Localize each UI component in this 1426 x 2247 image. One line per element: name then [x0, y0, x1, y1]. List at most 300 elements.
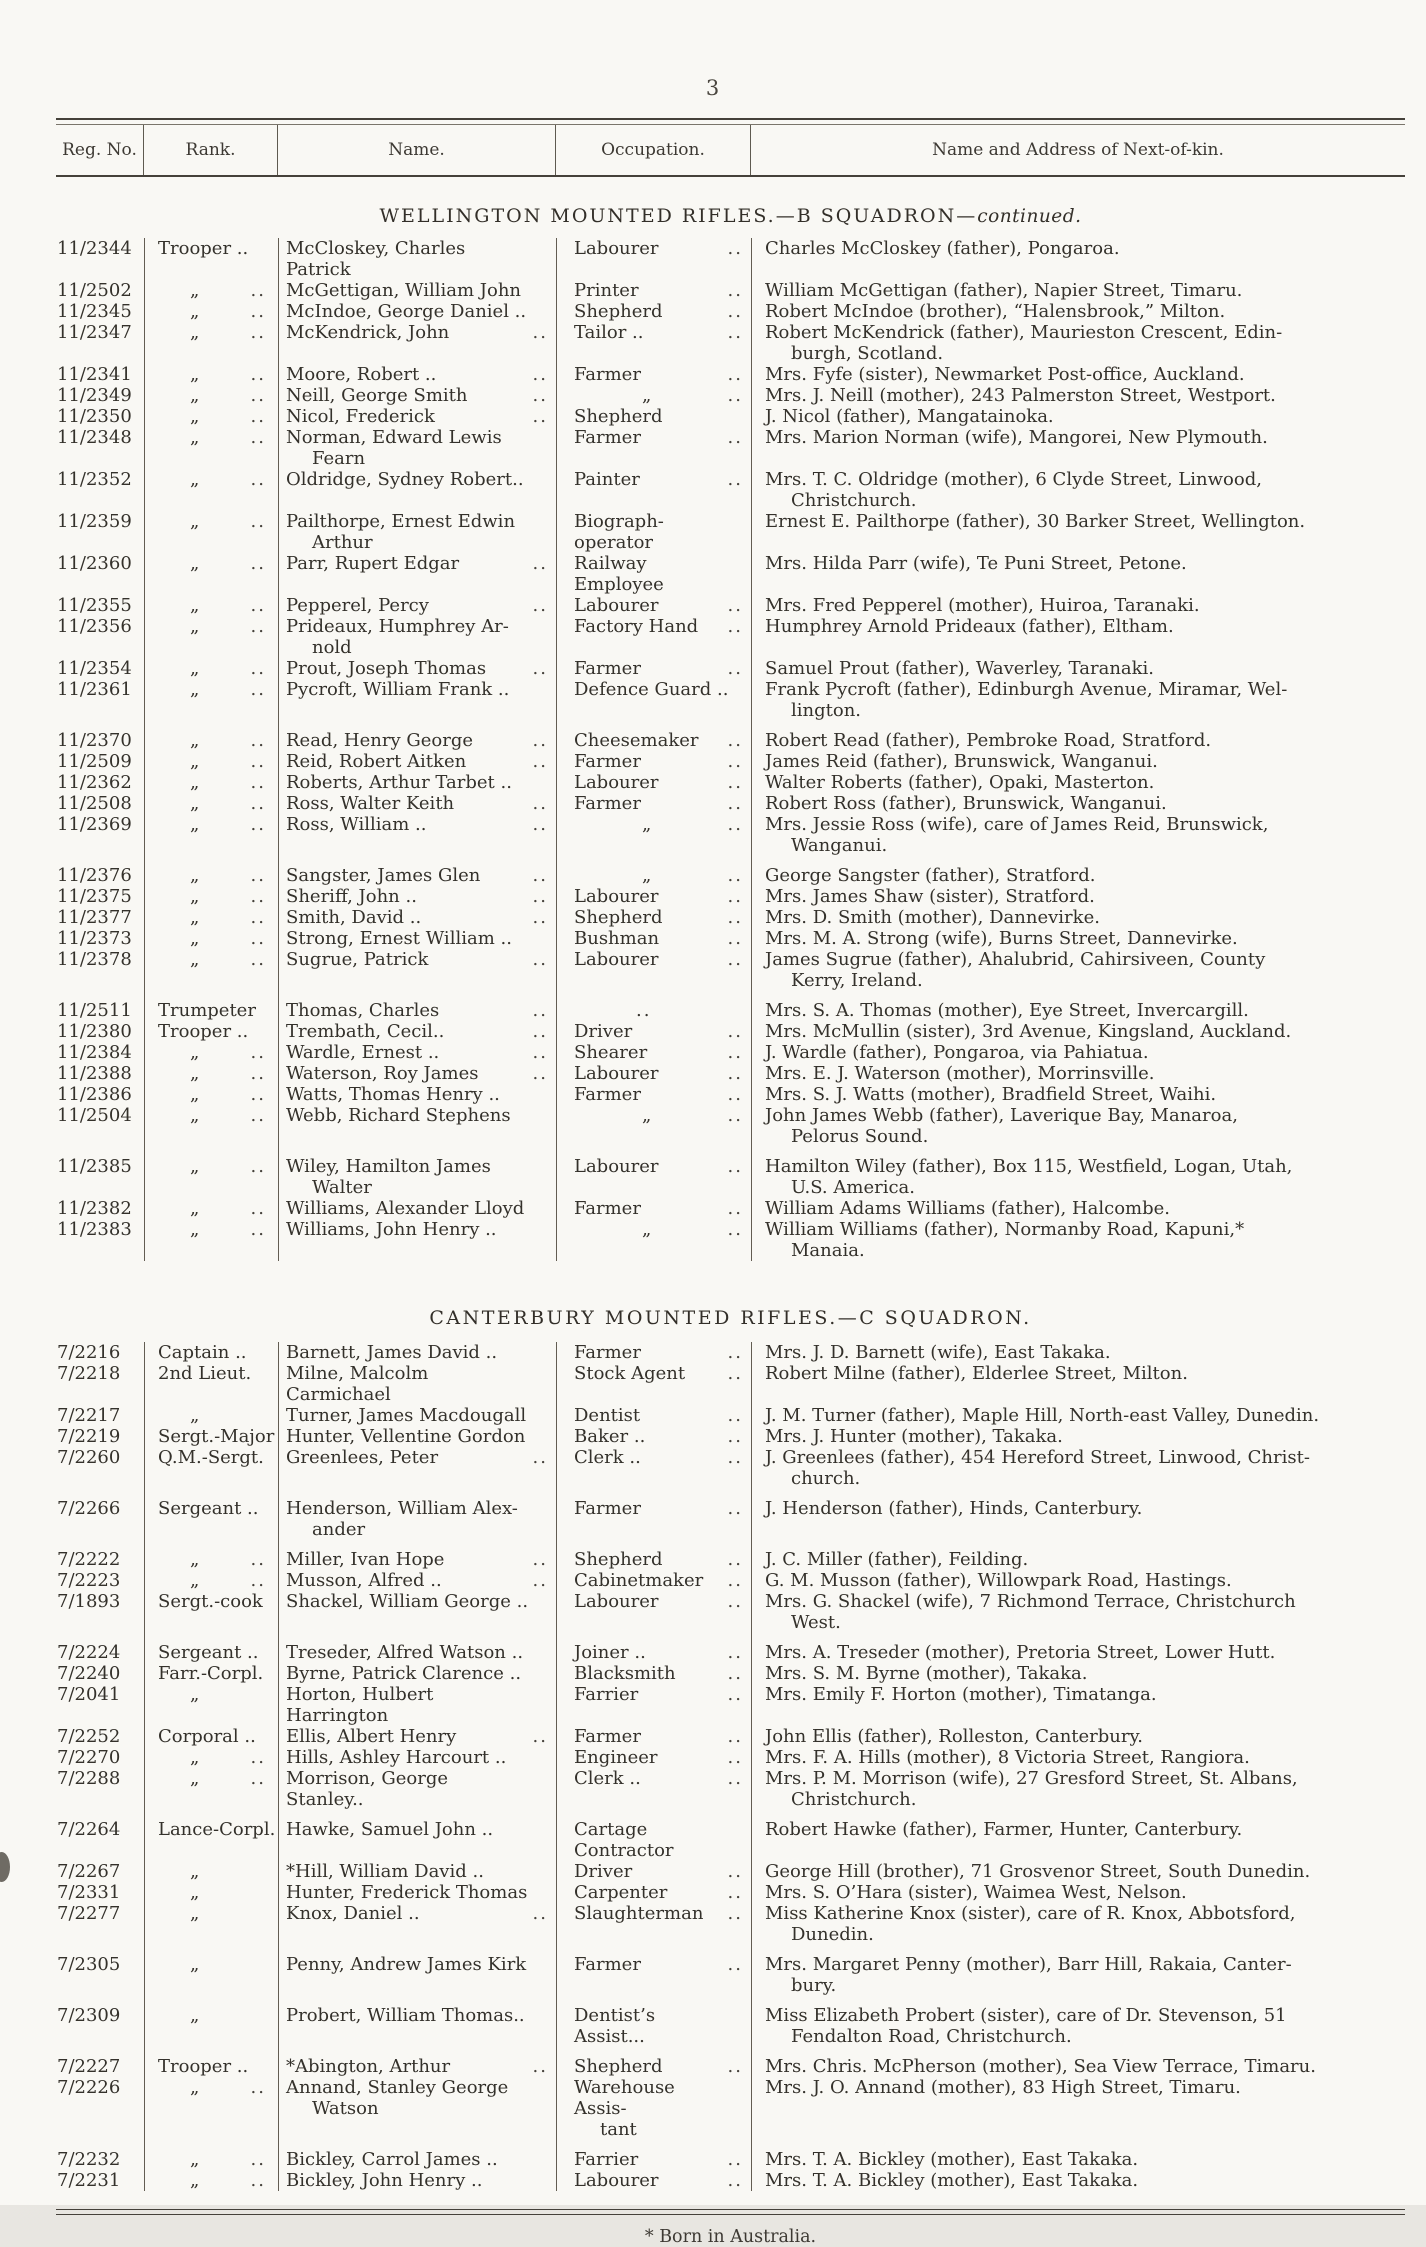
occupation-cell [556, 1063, 751, 1084]
rank-text: „ [190, 2005, 200, 2026]
rank-text: „ [190, 1768, 200, 1789]
name-cell-line: Barnett, James David .. [286, 1342, 498, 1363]
table-row [56, 679, 1405, 721]
rank-text: „ [190, 1042, 200, 1063]
table-row [56, 469, 1405, 511]
roll-table [56, 118, 1405, 2247]
reg-no-cell: 7/1893 [57, 1591, 121, 1612]
name-cell [278, 364, 556, 385]
occupation-cell [556, 907, 751, 928]
occupation-cell-line: Railway Employee [574, 553, 664, 595]
table-row [56, 1219, 1405, 1261]
name-cell-line: Sangster, James Glen [286, 865, 481, 886]
leader-dots: .. [532, 406, 548, 427]
leader-dots: .. [250, 1105, 266, 1126]
rank-text: „ [190, 1219, 200, 1240]
occupation-cell [556, 949, 751, 991]
next-of-kin-cell [751, 751, 1405, 772]
occupation-cell-line: Labourer [574, 949, 659, 970]
next-of-kin-cell-line: Kerry, Ireland. [791, 970, 923, 991]
name-cell [278, 2005, 556, 2047]
table-row [56, 949, 1405, 991]
name-cell [278, 1726, 556, 1747]
leader-dots: .. [532, 1021, 548, 1042]
name-cell-line: Oldridge, Sydney Robert.. [286, 469, 524, 490]
leader-dots: .. [727, 427, 743, 448]
rank-text: „ [190, 814, 200, 835]
leader-dots: .. [250, 2170, 266, 2191]
reg-no-cell: 7/2224 [57, 1642, 121, 1663]
name-cell [278, 1591, 556, 1633]
name-cell [278, 1042, 556, 1063]
table-row [56, 1747, 1405, 1768]
name-cell-line: Watts, Thomas Henry .. [286, 1084, 500, 1105]
rank-text: Captain .. [158, 1342, 247, 1363]
rank-text: Lance-Corpl. [158, 1819, 276, 1840]
name-cell-line: Trembath, Cecil.. [286, 1021, 445, 1042]
section-title [56, 1307, 1405, 1329]
next-of-kin-cell [751, 469, 1405, 511]
name-cell [278, 1903, 556, 1945]
name-cell-line: Pycroft, William Frank .. [286, 679, 510, 700]
section-title-text: WELLINGTON MOUNTED RIFLES.—B SQUADRON— [379, 205, 978, 227]
rank-text: „ [190, 1570, 200, 1591]
rank-cell [144, 1405, 278, 1426]
occupation-cell [556, 322, 751, 364]
next-of-kin-cell-line: Mrs. S. J. Watts (mother), Bradfield Street, Waihi. [765, 1084, 1217, 1105]
occupation-cell [556, 1549, 751, 1570]
section-title [56, 205, 1405, 227]
leader-dots: .. [532, 1447, 548, 1468]
rank-text: „ [190, 2077, 200, 2098]
reg-no-cell: 11/2360 [57, 553, 132, 574]
next-of-kin-cell [751, 1570, 1405, 1591]
next-of-kin-cell-line: Robert McKendrick (father), Maurieston Crescent, Edin- [765, 322, 1283, 343]
reg-no-cell: 11/2376 [57, 865, 132, 886]
rank-cell [144, 364, 278, 385]
occupation-cell [556, 385, 751, 406]
next-of-kin-cell-line: Mrs. J. Hunter (mother), Takaka. [765, 1426, 1063, 1447]
leader-dots: .. [727, 907, 743, 928]
reg-no-cell: 7/2222 [57, 1549, 121, 1570]
name-cell-line: Read, Henry George [286, 730, 473, 751]
rank-text: Sergt.-Major [158, 1426, 275, 1447]
table-row [56, 658, 1405, 679]
rank-text: Farr.-Corpl. [158, 1663, 264, 1684]
table-row [56, 427, 1405, 469]
table-row [56, 1084, 1405, 1105]
occupation-cell [556, 1663, 751, 1684]
reg-no-cell: 11/2350 [57, 406, 132, 427]
next-of-kin-cell-line: Dunedin. [791, 1924, 874, 1945]
rank-cell [144, 1447, 278, 1489]
table-row [56, 1021, 1405, 1042]
leader-dots: .. [727, 1570, 743, 1591]
next-of-kin-cell-line: Pelorus Sound. [791, 1126, 929, 1147]
next-of-kin-cell-line: Mrs. Chris. McPherson (mother), Sea View Terrace, Timaru. [765, 2056, 1316, 2077]
name-cell [278, 865, 556, 886]
name-cell [278, 1084, 556, 1105]
rank-cell [144, 1591, 278, 1633]
leader-dots: .. [250, 301, 266, 322]
leader-dots: .. [250, 469, 266, 490]
name-cell-line: ander [312, 1519, 366, 1540]
name-cell-line: McKendrick, John [286, 322, 450, 343]
occupation-cell [556, 1882, 751, 1903]
leader-dots: .. [250, 385, 266, 406]
leader-dots: .. [532, 595, 548, 616]
table-row [56, 1642, 1405, 1663]
reg-no-cell: 7/2219 [57, 1426, 121, 1447]
occupation-cell-line: Labourer [574, 1063, 659, 1084]
leader-dots: .. [532, 886, 548, 907]
occupation-cell [556, 1405, 751, 1426]
next-of-kin-cell [751, 1882, 1405, 1903]
table-row [56, 772, 1405, 793]
name-cell-line: Williams, Alexander Lloyd [286, 1198, 525, 1219]
next-of-kin-cell-line: Robert Milne (father), Elderlee Street, Milton. [765, 1363, 1188, 1384]
name-cell-line: Strong, Ernest William .. [286, 928, 512, 949]
next-of-kin-cell [751, 1363, 1405, 1405]
table-row [56, 616, 1405, 658]
occupation-cell-line: tant [600, 2119, 637, 2140]
next-of-kin-cell [751, 679, 1405, 721]
name-cell [278, 427, 556, 469]
rank-text: „ [190, 1747, 200, 1768]
rank-text: „ [190, 1684, 200, 1705]
next-of-kin-cell-line: Mrs. McMullin (sister), 3rd Avenue, Kingsland, Auckland. [765, 1021, 1292, 1042]
rank-text: „ [190, 793, 200, 814]
name-cell-line: Hills, Ashley Harcourt .. [286, 1747, 507, 1768]
reg-no-cell: 11/2373 [57, 928, 132, 949]
occupation-cell [556, 427, 751, 469]
rank-cell [144, 616, 278, 658]
bottom-rule [56, 2209, 1405, 2215]
occupation-cell-line: „ [642, 814, 652, 835]
table-row [56, 2170, 1405, 2191]
next-of-kin-cell-line: Robert McIndoe (brother), “Halensbrook,” Milton. [765, 301, 1226, 322]
next-of-kin-cell-line: Christchurch. [791, 490, 917, 511]
occupation-cell-line: .. [636, 1000, 652, 1021]
name-cell-line: Hawke, Samuel John .. [286, 1819, 494, 1840]
occupation-cell-line: Baker .. [574, 1426, 646, 1447]
next-of-kin-cell-line: Mrs. T. C. Oldridge (mother), 6 Clyde Street, Linwood, [765, 469, 1262, 490]
next-of-kin-cell-line: Mrs. J. D. Barnett (wife), East Takaka. [765, 1342, 1111, 1363]
occupation-cell-line: Farmer [574, 1954, 641, 1975]
name-cell [278, 616, 556, 658]
next-of-kin-cell-line: Ernest E. Pailthorpe (father), 30 Barker Street, Wellington. [765, 511, 1306, 532]
rank-text: „ [190, 1405, 200, 1426]
rank-cell [144, 1954, 278, 1996]
next-of-kin-cell-line: Mrs. P. M. Morrison (wife), 27 Gresford Street, St. Albans, [765, 1768, 1298, 1789]
rank-cell [144, 322, 278, 364]
occupation-cell [556, 1861, 751, 1882]
occupation-cell [556, 1954, 751, 1996]
leader-dots: .. [727, 595, 743, 616]
name-cell-line: Byrne, Patrick Clarence .. [286, 1663, 522, 1684]
table-row [56, 1105, 1405, 1147]
leader-dots: .. [727, 814, 743, 835]
leader-dots: .. [727, 616, 743, 637]
reg-no-cell: 11/2375 [57, 886, 132, 907]
occupation-cell-line: Tailor .. [574, 322, 644, 343]
name-cell-line: Fearn [312, 448, 366, 469]
name-cell-line: *Hill, William David .. [286, 1861, 484, 1882]
name-cell-line: Sheriff, John .. [286, 886, 417, 907]
section-title-text: CANTERBURY MOUNTED RIFLES.—C SQUADRON. [429, 1307, 1032, 1329]
rank-cell [144, 2005, 278, 2047]
next-of-kin-cell [751, 280, 1405, 301]
name-cell-line: Thomas, Charles [286, 1000, 440, 1021]
leader-dots: .. [250, 1042, 266, 1063]
name-cell [278, 928, 556, 949]
name-cell [278, 511, 556, 553]
occupation-cell [556, 730, 751, 751]
rank-cell [144, 1819, 278, 1861]
rank-cell [144, 553, 278, 595]
leader-dots: .. [727, 1642, 743, 1663]
rank-text: „ [190, 1549, 200, 1570]
occupation-cell-line: Engineer [574, 1747, 658, 1768]
occupation-cell-line: „ [642, 1219, 652, 1240]
name-cell [278, 949, 556, 991]
name-cell-line: Ross, Walter Keith [286, 793, 455, 814]
occupation-cell-line: Carpenter [574, 1882, 668, 1903]
leader-dots: .. [250, 928, 266, 949]
name-cell-line: Moore, Robert .. [286, 364, 437, 385]
table-row [56, 751, 1405, 772]
rank-cell [144, 2056, 278, 2077]
name-cell-line: Arthur [312, 532, 373, 553]
name-cell [278, 2170, 556, 2191]
next-of-kin-cell-line: Charles McCloskey (father), Pongaroa. [765, 238, 1120, 259]
name-cell [278, 301, 556, 322]
leader-dots: .. [727, 865, 743, 886]
next-of-kin-cell [751, 1021, 1405, 1042]
section-1 [56, 205, 1405, 1261]
next-of-kin-cell [751, 1954, 1405, 1996]
rank-cell [144, 1903, 278, 1945]
next-of-kin-cell [751, 730, 1405, 751]
name-cell-line: Wardle, Ernest .. [286, 1042, 440, 1063]
name-cell [278, 1363, 556, 1405]
leader-dots: .. [250, 1768, 266, 1789]
occupation-cell [556, 1363, 751, 1405]
leader-dots: .. [532, 730, 548, 751]
leader-dots: .. [532, 1000, 548, 1021]
leader-dots: .. [250, 814, 266, 835]
occupation-cell-line: Labourer [574, 595, 659, 616]
next-of-kin-cell-line: William McGettigan (father), Napier Street, Timaru. [765, 280, 1243, 301]
occupation-cell-line: Slaughterman [574, 1903, 704, 1924]
occupation-cell [556, 1000, 751, 1021]
name-cell [278, 553, 556, 595]
reg-no-cell: 7/2041 [57, 1684, 121, 1705]
reg-no-cell: 11/2511 [57, 1000, 132, 1021]
occupation-cell-line: Farmer [574, 1342, 641, 1363]
reg-no-cell: 11/2383 [57, 1219, 132, 1240]
next-of-kin-cell [751, 1042, 1405, 1063]
reg-no-cell: 7/2309 [57, 2005, 121, 2026]
leader-dots: .. [727, 301, 743, 322]
next-of-kin-cell-line: Robert Hawke (father), Farmer, Hunter, Canterbury. [765, 1819, 1243, 1840]
table-header-row [56, 125, 1405, 177]
rank-text: „ [190, 1105, 200, 1126]
rank-cell [144, 280, 278, 301]
leader-dots: .. [250, 511, 266, 532]
name-cell [278, 1000, 556, 1021]
next-of-kin-cell [751, 385, 1405, 406]
occupation-cell [556, 238, 751, 280]
rank-cell [144, 1570, 278, 1591]
next-of-kin-cell [751, 865, 1405, 886]
leader-dots: .. [532, 1570, 548, 1591]
next-of-kin-cell-line: J. Wardle (father), Pongaroa, via Pahiatua. [765, 1042, 1149, 1063]
section-2 [56, 1307, 1405, 2191]
rank-text: 2nd Lieut. [158, 1363, 252, 1384]
occupation-cell-line: Shepherd [574, 406, 663, 427]
leader-dots: .. [727, 1105, 743, 1126]
table-row [56, 1042, 1405, 1063]
leader-dots: .. [727, 1903, 743, 1924]
next-of-kin-cell [751, 616, 1405, 658]
name-cell-line: Bickley, John Henry .. [286, 2170, 483, 2191]
name-cell [278, 730, 556, 751]
name-cell [278, 1861, 556, 1882]
name-cell-line: Sugrue, Patrick [286, 949, 429, 970]
table-row [56, 1000, 1405, 1021]
occupation-cell [556, 1684, 751, 1726]
rank-text: Q.M.-Sergt. [158, 1447, 264, 1468]
leader-dots: .. [250, 865, 266, 886]
table-row [56, 928, 1405, 949]
reg-no-cell: 7/2252 [57, 1726, 121, 1747]
name-cell-line: Turner, James Macdougall [286, 1405, 527, 1426]
next-of-kin-cell-line: burgh, Scotland. [791, 343, 944, 364]
rank-cell [144, 1363, 278, 1405]
occupation-cell-line: Dentist [574, 1405, 641, 1426]
next-of-kin-cell-line: George Hill (brother), 71 Grosvenor Street, South Dunedin. [765, 1861, 1311, 1882]
reg-no-cell: 11/2349 [57, 385, 132, 406]
reg-no-cell: 11/2382 [57, 1198, 132, 1219]
header-cell-name: Name. [278, 125, 556, 175]
name-cell-line: Prout, Joseph Thomas [286, 658, 487, 679]
leader-dots: .. [532, 1903, 548, 1924]
next-of-kin-cell-line: Mrs. J. Neill (mother), 243 Palmerston Street, Westport. [765, 385, 1276, 406]
leader-dots: .. [727, 1042, 743, 1063]
occupation-cell-line: Labourer [574, 886, 659, 907]
leader-dots: .. [532, 1063, 548, 1084]
occupation-cell-line: Printer [574, 280, 639, 301]
next-of-kin-cell-line: Mrs. A. Treseder (mother), Pretoria Street, Lower Hutt. [765, 1642, 1276, 1663]
leader-dots: .. [250, 1570, 266, 1591]
table-row [56, 301, 1405, 322]
rank-cell [144, 427, 278, 469]
name-cell-line: Greenlees, Peter [286, 1447, 439, 1468]
rank-cell [144, 1342, 278, 1363]
leader-dots: .. [250, 322, 266, 343]
rank-text: „ [190, 751, 200, 772]
leader-dots: .. [532, 1726, 548, 1747]
next-of-kin-cell-line: Frank Pycroft (father), Edinburgh Avenue, Miramar, Wel- [765, 679, 1288, 700]
table-row [56, 1819, 1405, 1861]
leader-dots: .. [250, 949, 266, 970]
occupation-cell-line: Blacksmith [574, 1663, 676, 1684]
occupation-cell-line: Cabinetmaker [574, 1570, 704, 1591]
next-of-kin-cell-line: Mrs. S. O’Hara (sister), Waimea West, Nelson. [765, 1882, 1187, 1903]
occupation-cell [556, 553, 751, 595]
name-cell-line: Waterson, Roy James [286, 1063, 479, 1084]
next-of-kin-cell [751, 511, 1405, 553]
next-of-kin-cell [751, 1861, 1405, 1882]
next-of-kin-cell [751, 1198, 1405, 1219]
name-cell [278, 2077, 556, 2140]
name-cell [278, 772, 556, 793]
reg-no-cell: 11/2361 [57, 679, 132, 700]
next-of-kin-cell-line: Mrs. J. O. Annand (mother), 83 High Street, Timaru. [765, 2077, 1241, 2098]
name-cell [278, 1570, 556, 1591]
leader-dots: .. [727, 1549, 743, 1570]
next-of-kin-cell-line: Robert Read (father), Pembroke Road, Stratford. [765, 730, 1212, 751]
next-of-kin-cell-line: George Sangster (father), Stratford. [765, 865, 1096, 886]
leader-dots: .. [727, 1063, 743, 1084]
next-of-kin-cell-line: Humphrey Arnold Prideaux (father), Eltham. [765, 616, 1174, 637]
name-cell-line: Watson [312, 2098, 379, 2119]
name-cell [278, 1105, 556, 1147]
name-cell-line: Knox, Daniel .. [286, 1903, 420, 1924]
rank-cell [144, 1426, 278, 1447]
rank-cell [144, 1498, 278, 1540]
occupation-cell-line: Labourer [574, 238, 659, 259]
rank-cell [144, 2149, 278, 2170]
table-row [56, 1498, 1405, 1540]
table-row [56, 595, 1405, 616]
next-of-kin-cell [751, 1219, 1405, 1261]
occupation-cell [556, 1156, 751, 1198]
next-of-kin-cell [751, 1498, 1405, 1540]
table-row [56, 2077, 1405, 2140]
name-cell [278, 679, 556, 721]
reg-no-cell: 11/2504 [57, 1105, 132, 1126]
table-row [56, 1663, 1405, 1684]
name-cell [278, 1663, 556, 1684]
next-of-kin-cell [751, 1549, 1405, 1570]
name-cell-line: Ellis, Albert Henry [286, 1726, 457, 1747]
next-of-kin-cell [751, 907, 1405, 928]
occupation-cell-line: Farmer [574, 1198, 641, 1219]
rank-cell [144, 658, 278, 679]
occupation-cell-line: Labourer [574, 1156, 659, 1177]
next-of-kin-cell-line: John James Webb (father), Laverique Bay, Manaroa, [765, 1105, 1238, 1126]
leader-dots: .. [250, 907, 266, 928]
reg-no-cell: 7/2216 [57, 1342, 121, 1363]
reg-no-cell: 7/2227 [57, 2056, 121, 2077]
name-cell [278, 1549, 556, 1570]
table-row [56, 730, 1405, 751]
header-cell-reg-no: Reg. No. [56, 125, 144, 175]
rank-cell [144, 1063, 278, 1084]
next-of-kin-cell-line: Robert Ross (father), Brunswick, Wanganui. [765, 793, 1167, 814]
occupation-cell [556, 928, 751, 949]
rank-text: Trooper .. [158, 2056, 249, 2077]
rank-cell [144, 1198, 278, 1219]
name-cell-line: Morrison, George Stanley.. [286, 1768, 448, 1810]
name-cell-line: Norman, Edward Lewis [286, 427, 502, 448]
occupation-cell [556, 616, 751, 658]
top-rule [56, 118, 1405, 125]
occupation-cell-line: Clerk .. [574, 1768, 641, 1789]
occupation-cell [556, 2005, 751, 2047]
